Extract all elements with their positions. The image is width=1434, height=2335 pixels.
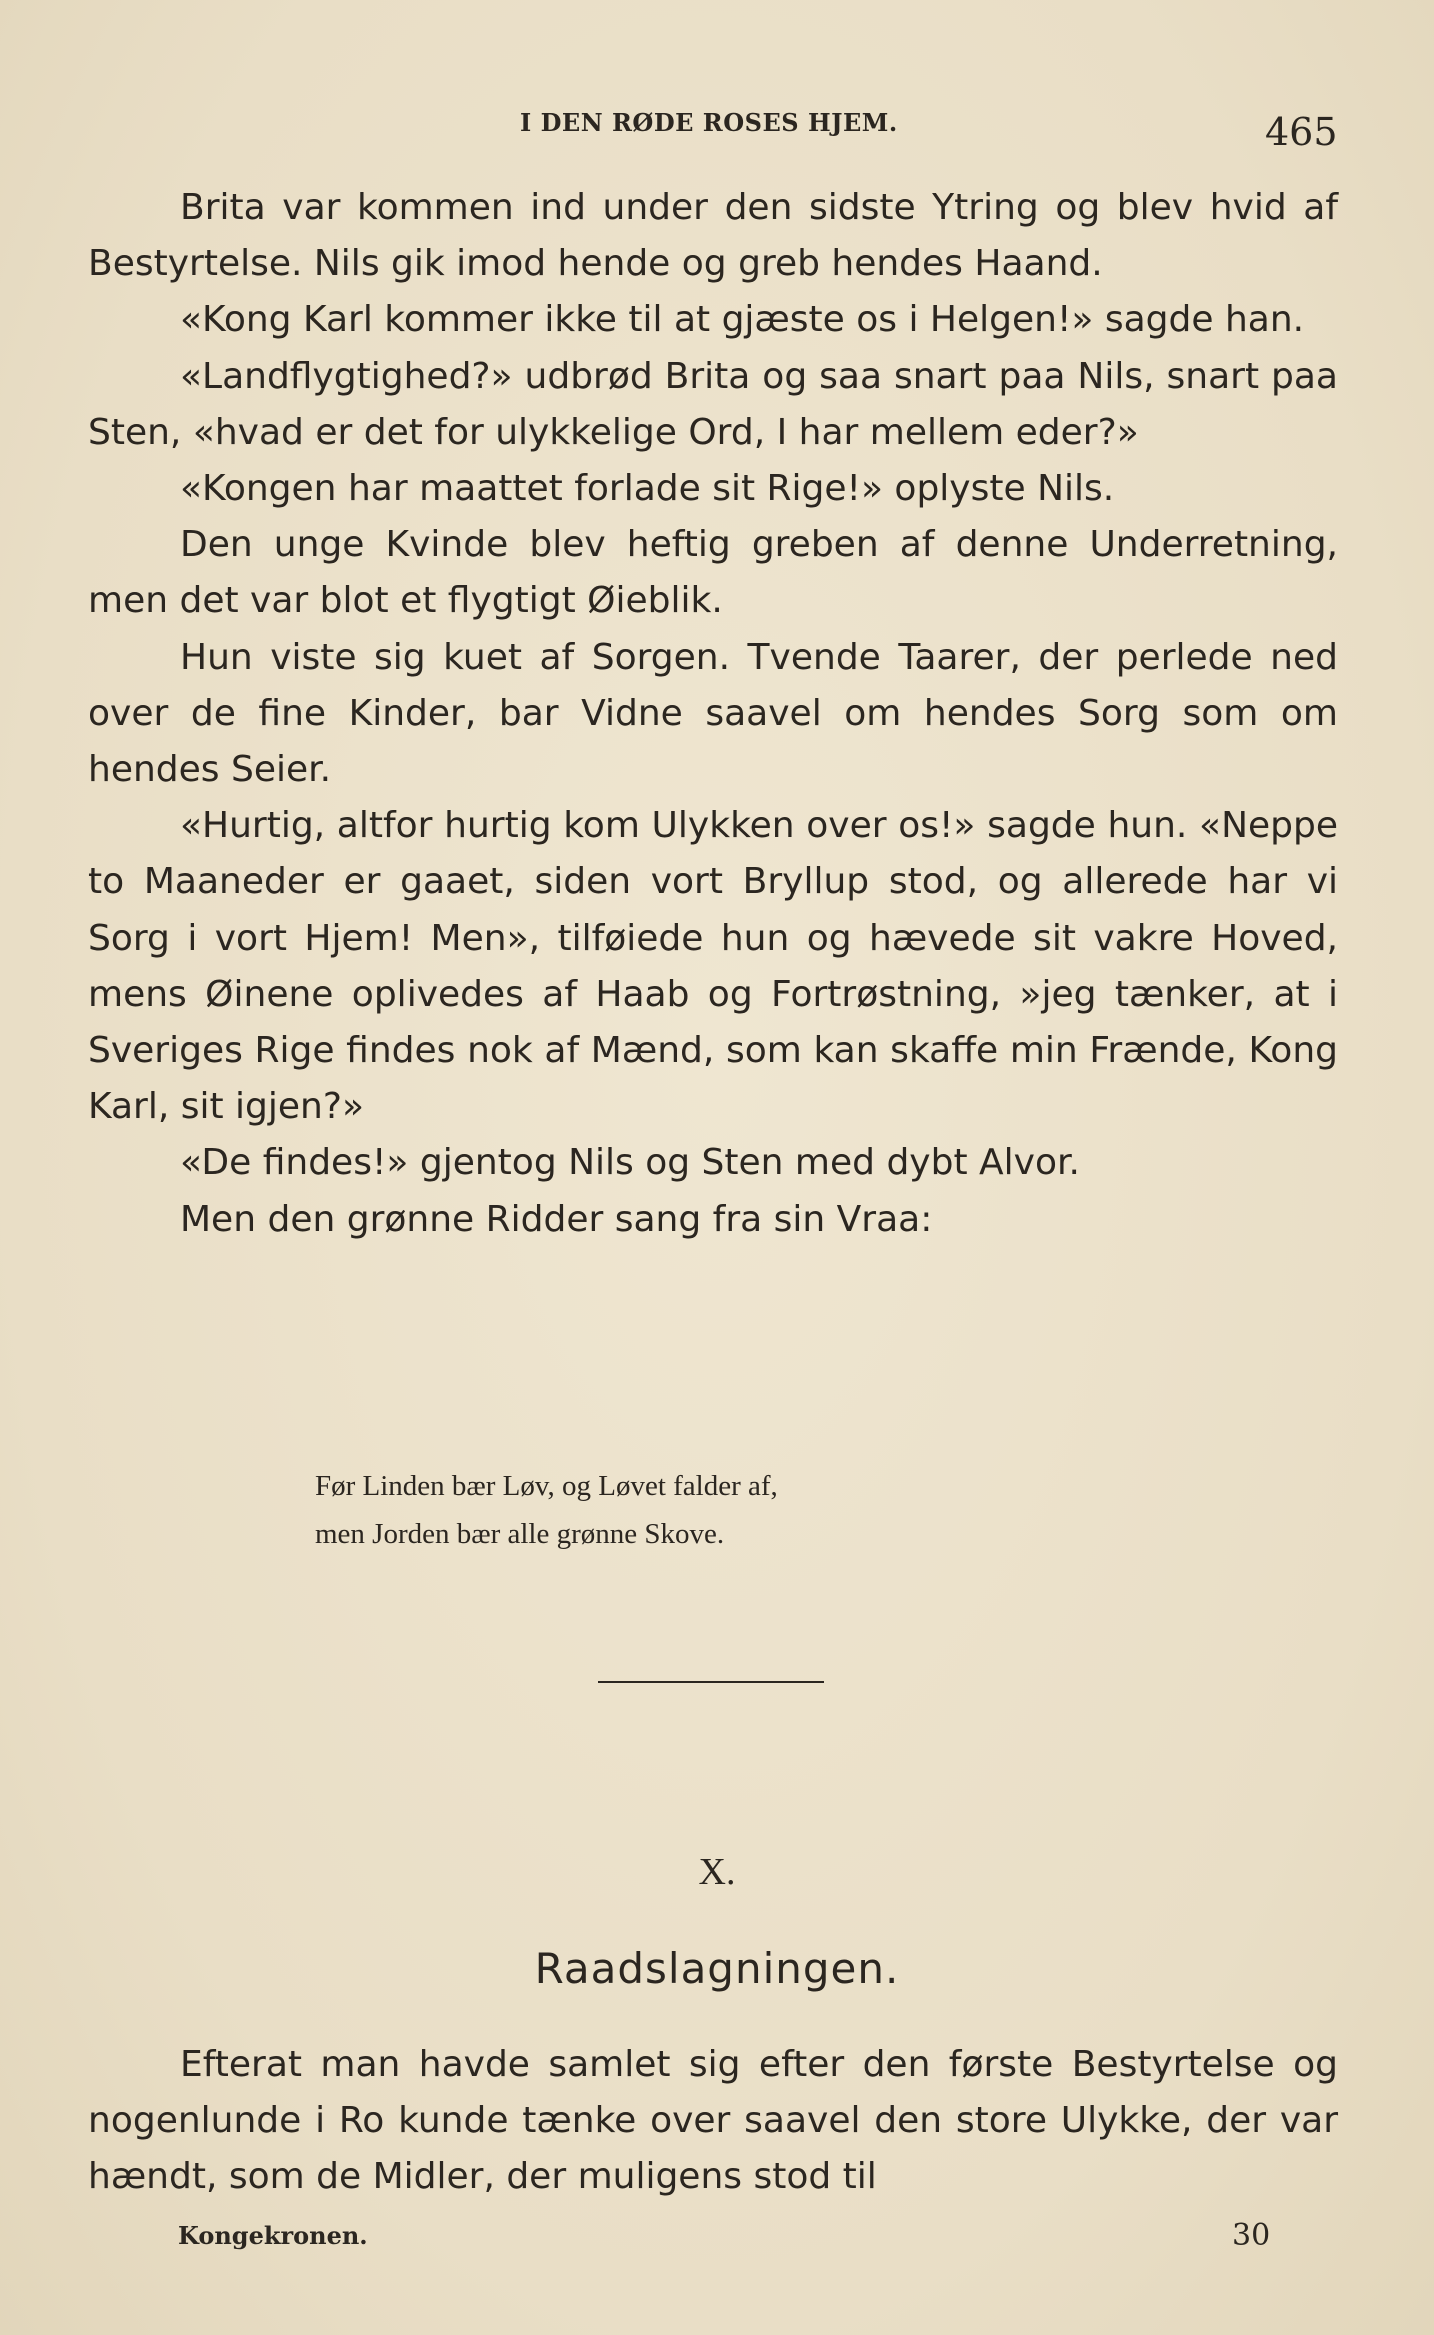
paragraph: Brita var kommen ind under den sidste Ytring og blev hvid af Bestyrtelse. Nils gik imod hende og greb hendes Haand.	[88, 187, 1338, 285]
verse-line: Før Linden bær Løv, og Løvet falder af,	[315, 1470, 778, 1502]
section-divider	[598, 1681, 824, 1683]
paragraph: «Kongen har maattet forlade sit Rige!» oplyste Nils.	[180, 468, 1115, 510]
page-number: 465	[1265, 110, 1338, 154]
signature-number: 30	[1232, 2218, 1271, 2253]
signature-mark: Kongekronen.	[178, 2221, 368, 2250]
running-title: I DEN RØDE ROSES HJEM.	[520, 108, 898, 137]
chapter-title: Raadslagningen.	[534, 1944, 900, 1993]
paragraph: Den unge Kvinde blev heftig greben af denne Underretning, men det var blot et flygtigt Øieblik.	[88, 524, 1338, 622]
running-head	[0, 108, 1434, 158]
chapter-number: X.	[698, 1851, 736, 1893]
verse-line: men Jorden bær alle grønne Skove.	[315, 1518, 725, 1550]
body-text	[88, 180, 1338, 1248]
chapter-opening	[88, 2037, 1338, 2206]
paragraph: Hun viste sig kuet af Sorgen. Tvende Taarer, der perlede ned over de fine Kinder, bar Vidne saavel om hendes Sorg som om hendes Seier.	[88, 636, 1338, 791]
verse-quote	[315, 1462, 1215, 1558]
paragraph: Men den grønne Ridder sang fra sin Vraa:	[180, 1198, 933, 1240]
paragraph: «Kong Karl kommer ikke til at gjæste os i Helgen!» sagde han.	[180, 299, 1305, 341]
paragraph: Efterat man havde samlet sig efter den første Bestyrtelse og nogenlunde i Ro kunde tænke over saavel den store Ulykke, der var hændt, som de Midler, der muligens stod til	[88, 2044, 1338, 2198]
paragraph: «Landflygtighed?» udbrød Brita og saa snart paa Nils, snart paa Sten, «hvad er det for ulykkelige Ord, I har mellem eder?»	[88, 355, 1338, 453]
paragraph: «Hurtig, altfor hurtig kom Ulykken over os!» sagde hun. «Neppe to Maaneder er gaaet, siden vort Bryllup stod, og allerede har vi Sorg i vort Hjem! Men», tilføiede hun og hævede sit vakre Hoved, mens Øinene oplivedes af Haab og Fortrøstning, »jeg tænker, at i Sveriges Rige findes nok af Mænd, som kan skaffe min Frænde, Kong Karl, sit igjen?»	[88, 805, 1338, 1128]
paragraph: «De findes!» gjentog Nils og Sten med dybt Alvor.	[180, 1142, 1080, 1184]
